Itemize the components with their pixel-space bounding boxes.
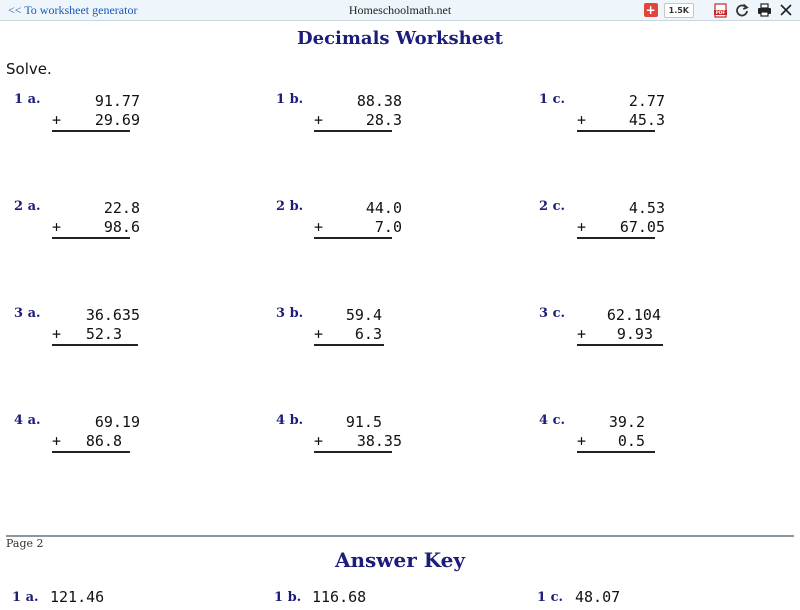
- plus-sign: +: [577, 325, 587, 343]
- addend-bottom: 28.3: [365, 111, 402, 129]
- plus-sign: +: [314, 432, 324, 450]
- addend-bottom: 67.05: [619, 218, 665, 236]
- plus-sign: +: [577, 432, 587, 450]
- sum-line: [52, 130, 130, 132]
- sum-line: [577, 237, 655, 239]
- answer-value: 116.68: [312, 588, 367, 606]
- problem-label: 2 a.: [14, 199, 41, 214]
- addend-bottom: 98.6: [103, 218, 140, 236]
- addend-top: 39.2: [608, 413, 645, 431]
- addend-bottom: 0.5: [617, 432, 645, 450]
- answer-1c: [537, 590, 737, 610]
- problem-1a: [14, 92, 154, 142]
- plus-sign: +: [314, 325, 324, 343]
- sum-line: [52, 237, 130, 239]
- sum-line: [577, 451, 655, 453]
- problem-label: 1 a.: [14, 92, 41, 107]
- print-icon[interactable]: [756, 2, 772, 18]
- addend-top: 36.635: [85, 306, 140, 324]
- problem-4b: [276, 413, 416, 463]
- problem-label: 4 a.: [14, 413, 41, 428]
- plus-sign: +: [314, 218, 324, 236]
- problem-label: 1 b.: [276, 92, 304, 107]
- plus-sign: +: [52, 218, 62, 236]
- problem-2b: [276, 199, 416, 249]
- answer-label: 1 a.: [12, 590, 39, 605]
- plus-sign: +: [577, 111, 587, 129]
- top-toolbar: [0, 0, 800, 21]
- plus-sign: +: [52, 432, 62, 450]
- sum-line: [52, 344, 138, 346]
- problem-1c: [539, 92, 679, 142]
- page-break-line: [6, 535, 794, 537]
- problem-label: 2 b.: [276, 199, 304, 214]
- toolbar-icons: [644, 2, 794, 18]
- problem-label: 3 c.: [539, 306, 566, 321]
- problem-label: 3 a.: [14, 306, 41, 321]
- answer-1b: [274, 590, 474, 610]
- addend-top: 91.77: [94, 92, 140, 110]
- problem-4c: [539, 413, 679, 463]
- sum-line: [314, 237, 392, 239]
- site-name-text: Homeschoolmath.net: [348, 3, 452, 17]
- plus-sign: +: [52, 111, 62, 129]
- addend-top: 44.0: [365, 199, 402, 217]
- answer-label: 1 b.: [274, 590, 302, 605]
- refresh-icon[interactable]: [734, 2, 750, 18]
- plus-icon[interactable]: +: [645, 3, 656, 17]
- page-number: Page 2: [6, 537, 44, 550]
- answer-value: 48.07: [575, 588, 621, 606]
- addend-bottom: 45.3: [628, 111, 665, 129]
- close-icon[interactable]: [778, 2, 794, 18]
- addend-top: 62.104: [606, 306, 661, 324]
- addend-top: 22.8: [103, 199, 140, 217]
- problem-2c: [539, 199, 679, 249]
- addend-top: 4.53: [628, 199, 665, 217]
- sum-line: [577, 130, 655, 132]
- worksheet-title: Decimals Worksheet: [297, 28, 503, 49]
- addend-top: 91.5: [345, 413, 382, 431]
- problem-label: 3 b.: [276, 306, 304, 321]
- problem-1b: [276, 92, 416, 142]
- addend-bottom: 29.69: [94, 111, 140, 129]
- share-count-badge: 1.5K: [664, 3, 694, 18]
- addend-bottom: 7.0: [374, 218, 402, 236]
- plus-sign: +: [577, 218, 587, 236]
- sum-line: [577, 344, 663, 346]
- answer-1a: [12, 590, 212, 610]
- addend-top: 2.77: [628, 92, 665, 110]
- answer-key-title: Answer Key: [334, 548, 466, 572]
- problem-4a: [14, 413, 154, 463]
- pdf-icon[interactable]: [712, 2, 728, 18]
- addend-bottom: 6.3: [354, 325, 382, 343]
- sum-line: [314, 130, 392, 132]
- instructions-text: Solve.: [6, 60, 52, 78]
- addend-bottom: 52.3: [85, 325, 122, 343]
- problem-label: 1 c.: [539, 92, 566, 107]
- back-to-generator-link[interactable]: << To worksheet generator: [8, 3, 138, 17]
- addend-top: 59.4: [345, 306, 382, 324]
- problem-label: 4 c.: [539, 413, 566, 428]
- addend-bottom: 9.93: [616, 325, 653, 343]
- problem-label: 2 c.: [539, 199, 566, 214]
- addend-bottom: 86.8: [85, 432, 122, 450]
- answer-value: 121.46: [50, 588, 105, 606]
- sum-line: [314, 344, 384, 346]
- problem-3a: [14, 306, 154, 356]
- addend-bottom: 38.35: [356, 432, 402, 450]
- problem-3c: [539, 306, 679, 356]
- sum-line: [52, 451, 130, 453]
- problem-2a: [14, 199, 154, 249]
- plus-sign: +: [314, 111, 324, 129]
- answer-label: 1 c.: [537, 590, 564, 605]
- svg-text:PDF: PDF: [715, 9, 725, 15]
- addend-top: 69.19: [94, 413, 140, 431]
- problem-label: 4 b.: [276, 413, 304, 428]
- problem-3b: [276, 306, 416, 356]
- addend-top: 88.38: [356, 92, 402, 110]
- plus-sign: +: [52, 325, 62, 343]
- sum-line: [314, 451, 392, 453]
